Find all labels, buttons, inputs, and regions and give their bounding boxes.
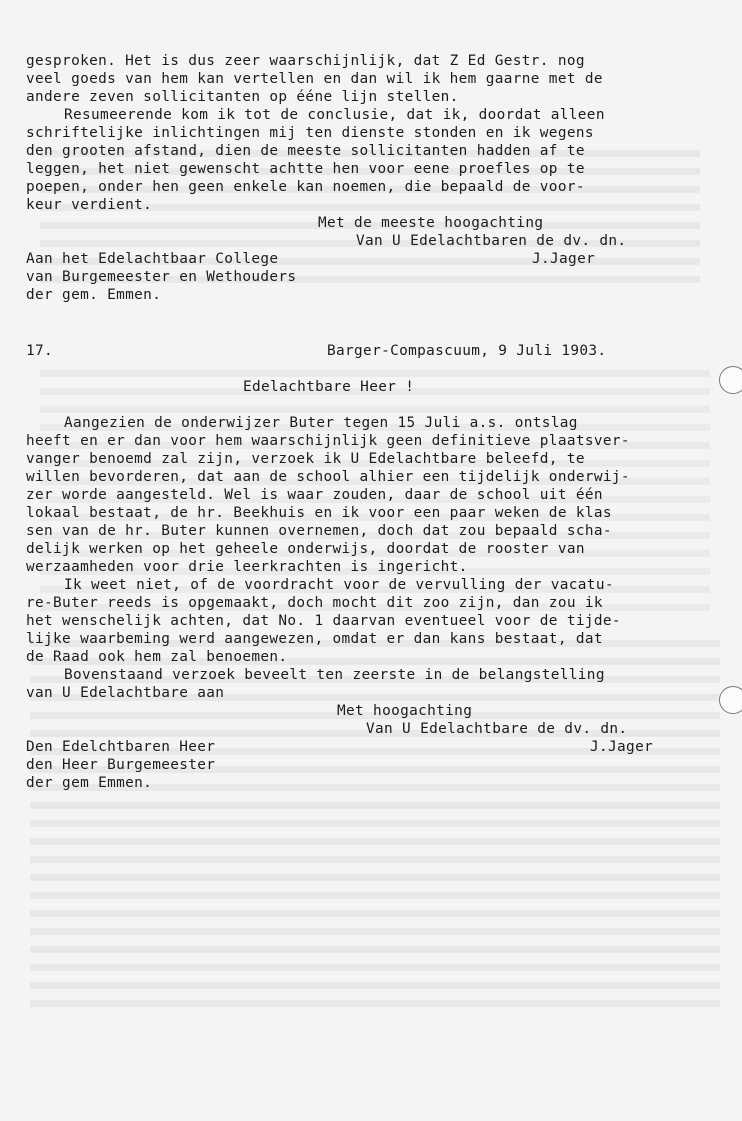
body-line: gesproken. Het is dus zeer waarschijnlijk, dat Z Ed Gestr. nog <box>26 53 585 69</box>
address-line: der gem. Emmen. <box>26 287 162 303</box>
signer: J.Jager <box>532 251 596 267</box>
punch-hole <box>719 686 742 714</box>
body-line: zer worde aangesteld. Wel is waar zouden, daar de school uit één <box>26 487 603 503</box>
body-line: den grooten afstand, dien de meeste sollicitanten hadden af te <box>26 143 585 159</box>
body-line: re-Buter reeds is opgemaakt, doch mocht dit zoo zijn, dan zou ik <box>26 595 603 611</box>
body-line: poepen, onder hen geen enkele kan noemen, die bepaald de voor- <box>26 179 585 195</box>
body-line: andere zeven sollicitanten op ééne lijn stellen. <box>26 89 459 105</box>
body-line: van U Edelachtbare aan <box>26 685 225 701</box>
address-line: Den Edelchtbaren Heer <box>26 739 216 755</box>
letter-number: 17. <box>26 343 54 359</box>
address-line: der gem Emmen. <box>26 775 153 791</box>
closing: Met de meeste hoogachting <box>318 215 544 231</box>
signer: J.Jager <box>590 739 654 755</box>
signature-line: Van U Edelachtbaren de dv. dn. <box>356 233 627 249</box>
body-line: lokaal bestaat, de hr. Beekhuis en ik voor een paar weken de klas <box>26 505 612 521</box>
address-line: den Heer Burgemeester <box>26 757 216 773</box>
body-line: leggen, het niet gewenscht achtte hen voor eene proefles op te <box>26 161 585 177</box>
signature-line: Van U Edelachtbare de dv. dn. <box>366 721 628 737</box>
body-line: de Raad ook hem zal benoemen. <box>26 649 288 665</box>
body-line: heeft en er dan voor hem waarschijnlijk geen definitieve plaatsver- <box>26 433 630 449</box>
body-line: sen van de hr. Buter kunnen overnemen, doch dat zou bepaald scha- <box>26 523 612 539</box>
salutation: Edelachtbare Heer ! <box>243 379 415 395</box>
body-line: keur verdient. <box>26 197 153 213</box>
body-line: delijk werken op het geheele onderwijs, doordat de rooster van <box>26 541 585 557</box>
closing: Met hoogachting <box>337 703 473 719</box>
body-line: Resumeerende kom ik tot de conclusie, dat ik, doordat alleen <box>64 107 605 123</box>
body-line: lijke waarbeming werd aangewezen, omdat er dan kans bestaat, dat <box>26 631 603 647</box>
body-line: vanger benoemd zal zijn, verzoek ik U Edelachtbare beleefd, te <box>26 451 585 467</box>
punch-hole <box>719 366 742 394</box>
body-line: werzaamheden voor drie leerkrachten is ingericht. <box>26 559 468 575</box>
address-line: Aan het Edelachtbaar College <box>26 251 279 267</box>
body-line: Ik weet niet, of de voordracht voor de vervulling der vacatu- <box>64 577 614 593</box>
place-date: Barger-Compascuum, 9 Juli 1903. <box>327 343 607 359</box>
body-line: Bovenstaand verzoek beveelt ten zeerste in de belangstelling <box>64 667 605 683</box>
body-line: veel goeds van hem kan vertellen en dan wil ik hem gaarne met de <box>26 71 603 87</box>
body-line: het wenschelijk achten, dat No. 1 daarvan eventueel voor de tijde- <box>26 613 621 629</box>
body-line: schriftelijke inlichtingen mij ten dienste stonden en ik wegens <box>26 125 594 141</box>
body-line: willen bevorderen, dat aan de school alhier een tijdelijk onderwij- <box>26 469 630 485</box>
address-line: van Burgemeester en Wethouders <box>26 269 297 285</box>
body-line: Aangezien de onderwijzer Buter tegen 15 Juli a.s. ontslag <box>64 415 578 431</box>
